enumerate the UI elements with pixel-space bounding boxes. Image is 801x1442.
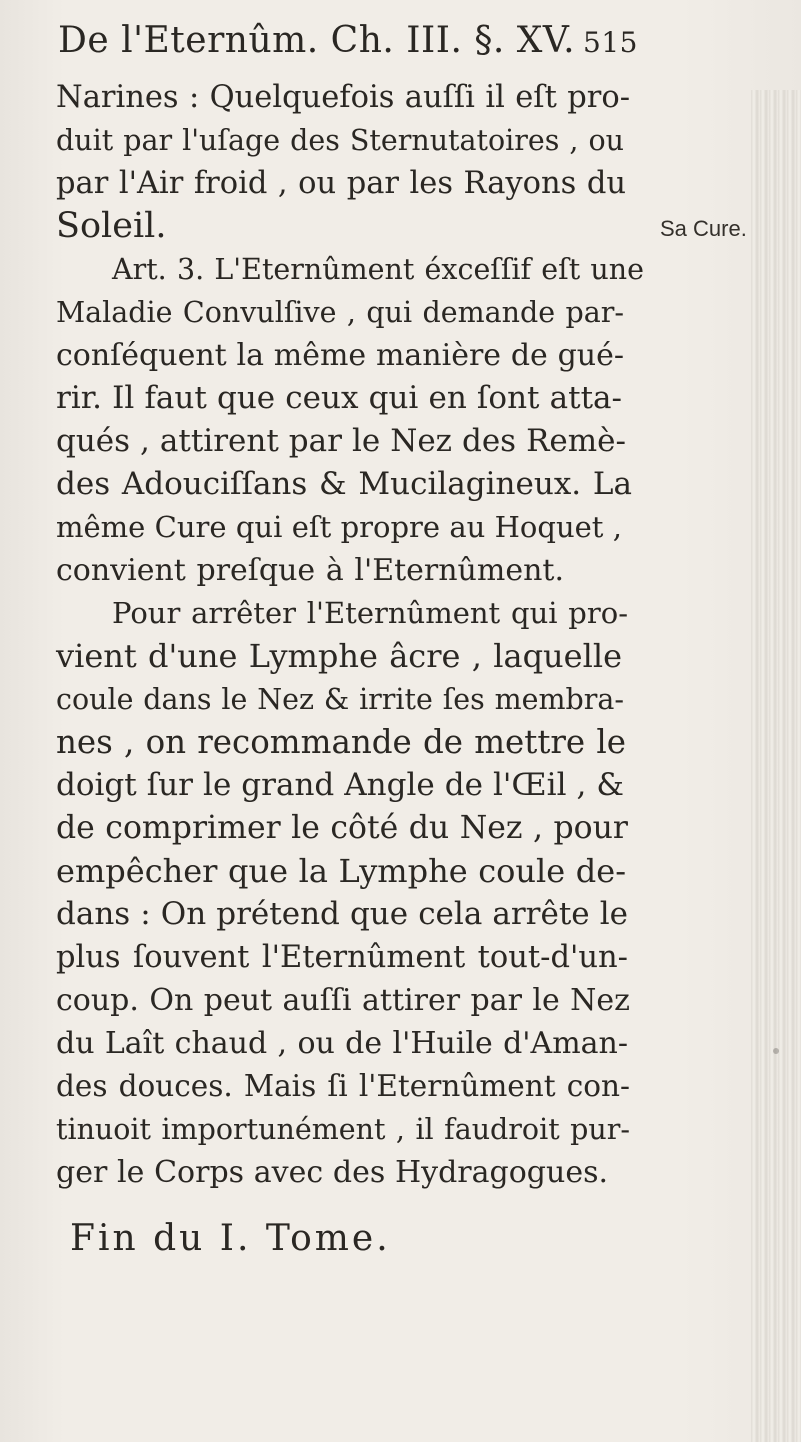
- text-line: de comprimer le côté du Nez , pour: [56, 810, 628, 846]
- text-line: Pour arrêter l'Eternûment qui pro-: [112, 596, 628, 630]
- text-line: par l'Air froid , ou par les Rayons du: [56, 166, 626, 201]
- page-number: 515: [583, 26, 638, 59]
- text-line: vient d'une Lymphe âcre , laquelle: [56, 637, 622, 675]
- text-line: des douces. Mais ſi l'Eternûment con-: [56, 1069, 630, 1103]
- paper-speck: [773, 1048, 779, 1054]
- text-line: Maladie Convulſive , qui demande par-: [56, 296, 624, 329]
- text-line: rir. Il faut que ceux qui en ſont atta-: [56, 380, 622, 416]
- text-line: Art. 3. L'Eternûment éxceſſif eſt une: [112, 253, 644, 286]
- text-line: duit par l'uſage des Sternutatoires , ou: [56, 124, 624, 157]
- text-line: tinuoit importunément , il faudroit pur-: [56, 1113, 630, 1146]
- text-line: plus ſouvent l'Eternûment tout-d'un-: [56, 940, 628, 975]
- text-line: Soleil.: [56, 206, 167, 246]
- text-line: coule dans le Nez & irrite ſes membra-: [56, 683, 624, 716]
- text-line: ger le Corps avec des Hydragogues.: [56, 1155, 608, 1190]
- text-line: qués , attirent par le Nez des Remè-: [56, 423, 626, 459]
- end-of-volume-note: Fin du I. Tome.: [70, 1218, 391, 1259]
- text-line: coup. On peut auſſi attirer par le Nez: [56, 983, 630, 1018]
- page-edge: [751, 90, 801, 1442]
- text-line: empêcher que la Lymphe coule de-: [56, 852, 626, 890]
- text-line: nes , on recommande de mettre le: [56, 723, 626, 761]
- running-header: [58, 20, 638, 76]
- margin-note: Sa Cure.: [660, 216, 747, 241]
- text-line: même Cure qui eſt propre au Hoquet ,: [56, 510, 622, 544]
- text-line: du Laît chaud , ou de l'Huile d'Aman-: [56, 1026, 628, 1061]
- running-title: De l'Eternûm. Ch. III. §. XV.: [58, 20, 576, 61]
- text-line: conſéquent la même manière de gué-: [56, 338, 624, 373]
- text-line: doigt ſur le grand Angle de l'Œil , &: [56, 767, 624, 803]
- text-line: Narines : Quelquefois auſſi il eſt pro-: [56, 80, 630, 115]
- text-line: dans : On prétend que cela arrête le: [56, 896, 628, 932]
- text-line: des Adouciſſans & Mucilagineux. La: [56, 466, 632, 502]
- text-line: convient preſque à l'Eternûment.: [56, 553, 564, 588]
